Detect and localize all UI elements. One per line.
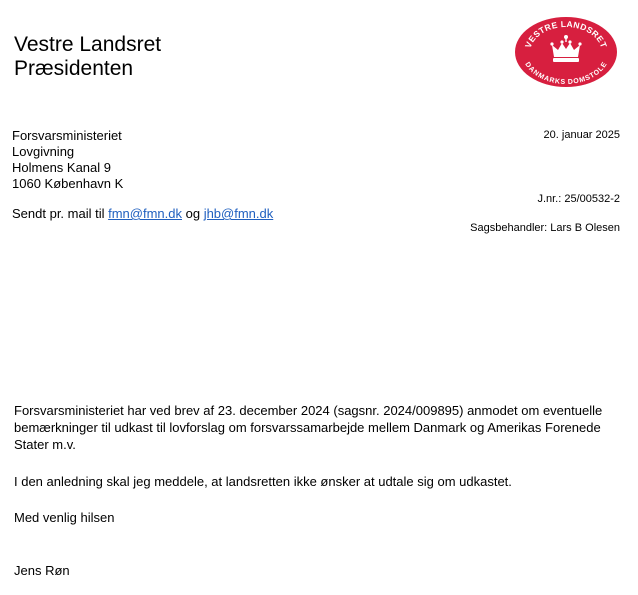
body-paragraph: I den anledning skal jeg meddele, at landsretten ikke ønsker at udtale sig om udkastet. xyxy=(14,474,512,489)
signer-name: Jens Røn xyxy=(14,563,70,578)
recipient-line: Holmens Kanal 9 xyxy=(12,160,111,175)
court-office: Præsidenten xyxy=(14,57,134,80)
letter-date: 20. januar 2025 xyxy=(543,129,620,141)
seal-top-text: VESTRE LANDSRET xyxy=(522,18,610,50)
email-link-fmn[interactable]: fmn@fmn.dk xyxy=(108,206,182,221)
sent-connector: og xyxy=(182,206,204,221)
recipient-line: 1060 København K xyxy=(12,176,124,191)
recipient-address xyxy=(12,128,123,192)
body-paragraph: Forsvarsministeriet har ved brev af 23. december 2024 (sagsnr. 2024/009895) anmodet om eventuelle bemærkninger til udkast til lovforslag om forsvarssamarbejde mellem Danmark og Amerikas Forenede Stater m.v. xyxy=(14,403,603,452)
court-seal-logo xyxy=(514,16,618,88)
sent-by-mail-line xyxy=(12,206,273,221)
recipient-line: Lovgivning xyxy=(12,144,75,159)
closing-greeting: Med venlig hilsen xyxy=(14,510,115,525)
journal-number: J.nr.: 25/00532-2 xyxy=(537,193,620,205)
case-handler: Sagsbehandler: Lars B Olesen xyxy=(470,222,620,234)
sent-prefix: Sendt pr. mail til xyxy=(12,206,109,221)
court-name: Vestre Landsret xyxy=(14,33,162,56)
letter-body xyxy=(14,402,626,453)
seal-icon xyxy=(514,16,618,88)
email-link-jhb[interactable]: jhb@fmn.dk xyxy=(203,206,274,221)
seal-bottom-text: DANMARKS DOMSTOLE xyxy=(523,61,609,87)
recipient-line: Forsvarsministeriet xyxy=(12,128,122,143)
page-title xyxy=(14,33,161,81)
